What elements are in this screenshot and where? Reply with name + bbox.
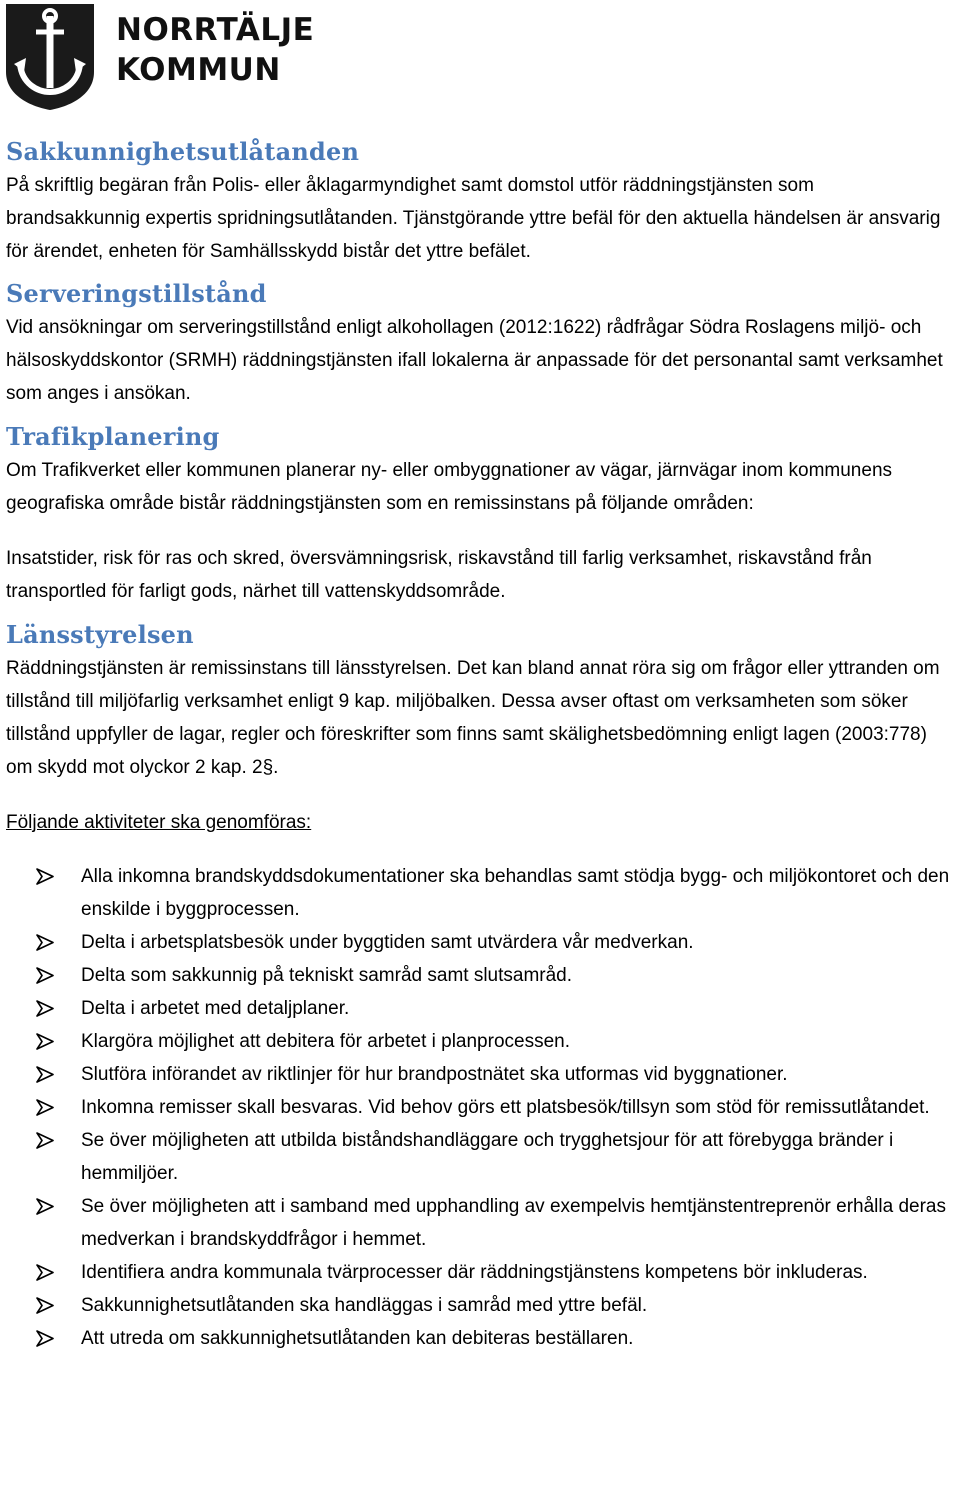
- list-item-text: Sakkunnighetsutlåtanden ska handläggas i samråd med yttre befäl.: [81, 1295, 648, 1316]
- arrow-bullet-icon: [36, 1058, 54, 1091]
- section-body-lansstyrelsen: Räddningstjänsten är remissinstans till länsstyrelsen. Det kan bland annat röra sig om frågor eller yttranden om tillstånd till miljöfarlig verksamhet enligt 9 kap. miljöbalken. Dessa avser oftast om verksamheten som söker tillstånd uppfyller de lagar, regler och föreskrifter som finns samt skälighetsbedömning enligt lagen (2003:778) om skydd mot olyckor 2 kap. 2§.: [6, 658, 940, 778]
- arrow-bullet-icon: [36, 959, 54, 992]
- section-title-trafik: Trafikplanering: [6, 422, 220, 451]
- activities-list: [6, 860, 951, 1355]
- list-item-text: Delta som sakkunnig på tekniskt samråd samt slutsamråd.: [81, 965, 573, 986]
- arrow-bullet-icon: [36, 1025, 54, 1058]
- arrow-bullet-icon: [36, 1256, 54, 1289]
- activities-heading: Följande aktiviteter ska genomföras:: [6, 812, 312, 833]
- section-body-sakkunnighet: På skriftlig begäran från Polis- eller åklagarmyndighet samt domstol utför räddningstjänsten som brandsakkunnig expertis spridningsutlåtanden. Tjänstgörande yttre befäl för den aktuella händelsen är ansvarig för ärendet, enheten för Samhällsskydd bistår det yttre befälet.: [6, 175, 941, 262]
- arrow-bullet-icon: [36, 926, 54, 959]
- list-item: [6, 1124, 951, 1190]
- arrow-bullet-icon: [36, 1322, 54, 1355]
- section-body-trafik-areas: Insatstider, risk för ras och skred, översvämningsrisk, riskavstånd till farlig verksamhet, riskavstånd från transportled för farligt gods, närhet till vattenskyddsområde.: [6, 548, 872, 602]
- list-item-text: Delta i arbetet med detaljplaner.: [81, 998, 350, 1019]
- list-item: [6, 1289, 951, 1322]
- list-item: [6, 959, 951, 992]
- logo-wordmark: [116, 10, 314, 90]
- list-item: [6, 992, 951, 1025]
- list-item: [6, 1256, 951, 1289]
- arrow-bullet-icon: [36, 1190, 54, 1223]
- municipality-logo: [2, 2, 315, 114]
- logo-line1: NORRTÄLJE: [116, 12, 315, 48]
- list-item-text: Slutföra införandet av riktlinjer för hur brandpostnätet ska utformas vid byggnationer.: [81, 1064, 788, 1085]
- section-body-servering: Vid ansökningar om serveringstillstånd enligt alkohollagen (2012:1622) rådfrågar Södra Roslagens miljö- och hälsoskyddskontor (SRMH) räddningstjänsten ifall lokalerna är anpassade för det personantal samt verksamhet som anges i ansökan.: [6, 317, 943, 404]
- list-item-text: Att utreda om sakkunnighetsutlåtanden kan debiteras beställaren.: [81, 1328, 634, 1349]
- list-item-text: Identifiera andra kommunala tvärprocesser där räddningstjänstens kompetens bör inkluderas.: [81, 1262, 868, 1283]
- list-item: [6, 1025, 951, 1058]
- arrow-bullet-icon: [36, 1289, 54, 1322]
- section-title-lansstyrelsen: Länsstyrelsen: [6, 620, 194, 649]
- list-item-text: Delta i arbetsplatsbesök under byggtiden samt utvärdera vår medverkan.: [81, 932, 694, 953]
- section-body-trafik: Om Trafikverket eller kommunen planerar ny- eller ombyggnationer av vägar, järnvägar inom kommunens geografiska område bistår räddningstjänsten som en remissinstans på följande områden:: [6, 460, 893, 514]
- arrow-bullet-icon: [36, 860, 54, 893]
- list-item: [6, 860, 951, 926]
- anchor-shield-icon: [2, 2, 98, 112]
- list-item-text: Se över möjligheten att utbilda biståndshandläggare och trygghetsjour för att förebygga bränder i hemmiljöer.: [81, 1130, 894, 1184]
- list-item: [6, 1322, 951, 1355]
- list-item: [6, 926, 951, 959]
- arrow-bullet-icon: [36, 992, 54, 1025]
- list-item-text: Inkomna remisser skall besvaras. Vid behov görs ett platsbesök/tillsyn som stöd för remissutlåtandet.: [81, 1097, 930, 1118]
- section-title-sakkunnighet: Sakkunnighetsutlåtanden: [6, 137, 360, 166]
- arrow-bullet-icon: [36, 1091, 54, 1124]
- list-item-text: Klargöra möjlighet att debitera för arbetet i planprocessen.: [81, 1031, 570, 1052]
- logo-line2: KOMMUN: [116, 52, 281, 88]
- arrow-bullet-icon: [36, 1124, 54, 1157]
- list-item: [6, 1058, 951, 1091]
- list-item-text: Se över möjligheten att i samband med upphandling av exempelvis hemtjänstentreprenör erhålla deras medverkan i brandskyddfrågor i hemmet.: [81, 1196, 947, 1250]
- list-item: [6, 1091, 951, 1124]
- section-title-servering: Serveringstillstånd: [6, 279, 267, 308]
- document-body: [6, 135, 951, 1355]
- list-item: [6, 1190, 951, 1256]
- list-item-text: Alla inkomna brandskyddsdokumentationer ska behandlas samt stödja bygg- och miljökontoret och den enskilde i byggprocessen.: [81, 866, 950, 920]
